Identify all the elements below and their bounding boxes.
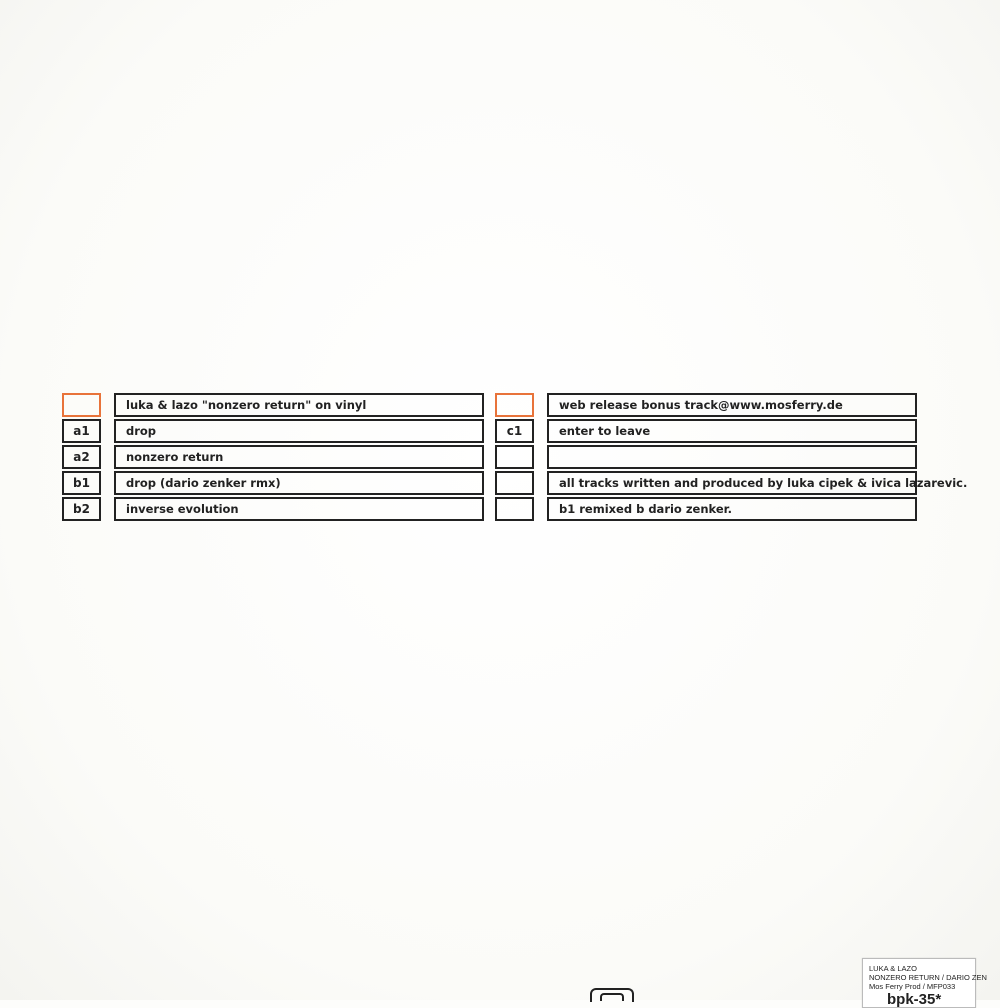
sticker-code: bpk-35* [887,991,942,1008]
track-code-box: b1 [62,471,101,495]
track-title-box [114,471,484,495]
credits-text: all tracks written and produced by luka cipek & ivica lazarevic. [559,476,968,490]
track-code-box: c1 [495,419,534,443]
tracklist-left-column [62,393,482,523]
track-row [495,393,915,419]
credits-text: b1 remixed b dario zenker. [559,502,733,516]
mos-ferry-logo-icon [590,988,634,1002]
track-title: web release bonus track@www.mosferry.de [559,398,843,412]
tracklist-right-column [495,393,968,523]
track-row [62,419,482,445]
track-title: nonzero return [126,450,224,464]
track-code-box [495,471,534,495]
track-row [62,445,482,471]
track-row [495,497,915,523]
sticker-title: NONZERO RETURN / DARIO ZEN [869,973,987,982]
track-row [495,445,915,471]
track-title-box [547,419,917,443]
track-code-box [62,393,101,417]
track-row [62,471,482,497]
track-title-box [114,393,484,417]
track-title: drop (dario zenker rmx) [126,476,281,490]
track-code-box [495,393,534,417]
track-row [495,419,915,445]
track-code-box [495,445,534,469]
track-row [62,497,482,523]
track-title-box [547,445,917,469]
track-row [62,393,482,419]
track-title-box [547,471,968,495]
track-code-box [495,497,534,521]
price-sticker [862,958,987,1008]
sticker-label: Mos Ferry Prod / MFP033 [869,982,956,991]
track-title: drop [126,424,157,438]
track-title-box [547,497,917,521]
logo-inner-arch [600,993,624,1001]
track-code-box: b2 [62,497,101,521]
sticker-artist: LUKA & LAZO [869,964,917,973]
track-title-box [114,419,484,443]
track-title: enter to leave [559,424,651,438]
track-title: luka & lazo "nonzero return" on vinyl [126,398,367,412]
track-title [549,450,559,464]
track-title-box [114,497,484,521]
track-code-box: a1 [62,419,101,443]
track-title: inverse evolution [126,502,239,516]
track-row [495,471,968,497]
track-title-box [114,445,484,469]
track-code-box: a2 [62,445,101,469]
track-title-box [547,393,917,417]
